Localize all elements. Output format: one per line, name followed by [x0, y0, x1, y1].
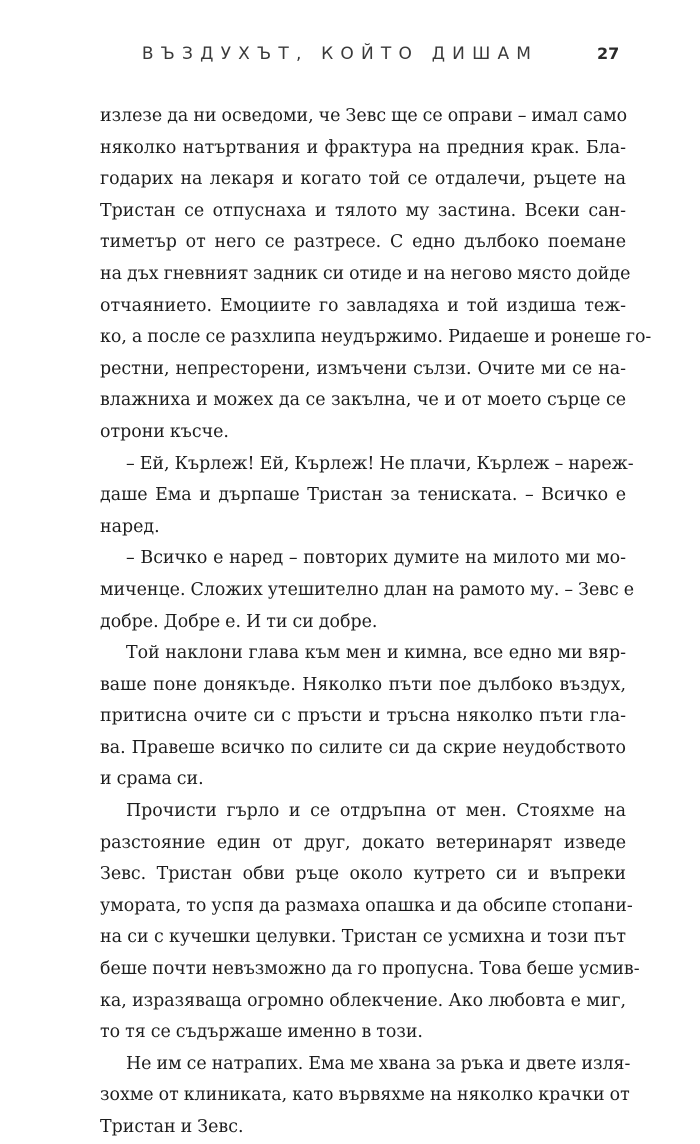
text-line: даше Ема и дърпаше Тристан за тениската. – Всичко е — [100, 485, 626, 506]
text-line: притисна очите си с пръсти и тръсна няколко пъти гла- — [100, 706, 626, 727]
text-line: Той наклони глава към мен и кимна, все едно ми вяр- — [126, 643, 626, 664]
text-line: – Ей, Кърлеж! Ей, Кърлеж! Не плачи, Кърлеж – нареж- — [126, 453, 634, 474]
text-line: и срама си. — [100, 769, 204, 790]
text-line: добре. Добре е. И ти си добре. — [100, 611, 378, 632]
page-number: 27 — [597, 44, 620, 63]
text-line: миченце. Сложих утешително длан на рамото му. – Зевс е — [100, 579, 635, 600]
text-line: ка, изразяваща огромно облекчение. Ако любовта е миг, — [100, 990, 626, 1011]
text-line: Тристан и Зевс. — [100, 1117, 244, 1137]
text-line: отрони късче. — [100, 421, 229, 442]
text-line: наред. — [100, 516, 160, 537]
text-line: ваше поне донякъде. Няколко пъти пое дълбоко въздух, — [100, 674, 626, 695]
text-line: на дъх гневният задник си отиде и на негово място дойде — [100, 263, 631, 284]
text-line: Не им се натрапих. Ема ме хвана за ръка и двете изля- — [126, 1053, 631, 1074]
text-line: то тя се съдържаше именно в този. — [100, 1022, 423, 1043]
text-line: излезе да ни осведоми, че Зевс ще се оправи – имал само — [100, 106, 628, 126]
running-title: ВЪЗДУХЪТ, КОЙТО ДИШАМ — [141, 44, 539, 64]
text-line: ва. Правеше всичко по силите си да скрие неудобството — [100, 737, 626, 758]
text-line: – Всичко е наред – повторих думите на милото ми мо- — [126, 548, 626, 569]
text-line: отчаянието. Емоциите го завладяха и той издиша теж- — [100, 295, 626, 316]
text-line: Зевс. Тристан обви ръце около кутрето си и въпреки — [100, 864, 626, 885]
text-line: рестни, непресторени, измъчени сълзи. Очите ми се на- — [100, 358, 626, 379]
text-line: няколко натъртвания и фрактура на предния крак. Бла- — [100, 137, 626, 158]
text-line: тиметър от него се разтресе. С едно дълбоко поемане — [100, 232, 626, 253]
text-line: годарих на лекаря и когато той се отдалечи, ръцете на — [100, 169, 626, 190]
text-line: беше почти невъзможно да го пропусна. Това беше усмив- — [100, 959, 640, 980]
text-line: влажниха и можех да се закълна, че и от моето сърце се — [100, 390, 626, 411]
text-line: Прочисти гърло и се отдръпна от мен. Стояхме на — [126, 801, 626, 822]
text-line: Тристан се отпуснаха и тялото му застина. Всеки сан- — [100, 200, 626, 221]
text-line: умората, то успя да размаха опашка и да обсипе стопани- — [100, 895, 633, 916]
text-line: на си с кучешки целувки. Тристан се усмихна и този път — [100, 927, 626, 948]
text-line: зохме от клиниката, като вървяхме на няколко крачки от — [100, 1085, 630, 1106]
page-header — [0, 44, 700, 74]
body-text — [100, 101, 652, 1144]
text-line: ко, а после се разхлипа неудържимо. Ридаеше и ронеше го- — [100, 327, 652, 348]
text-line: разстояние един от друг, докато ветеринарят изведе — [100, 832, 626, 853]
